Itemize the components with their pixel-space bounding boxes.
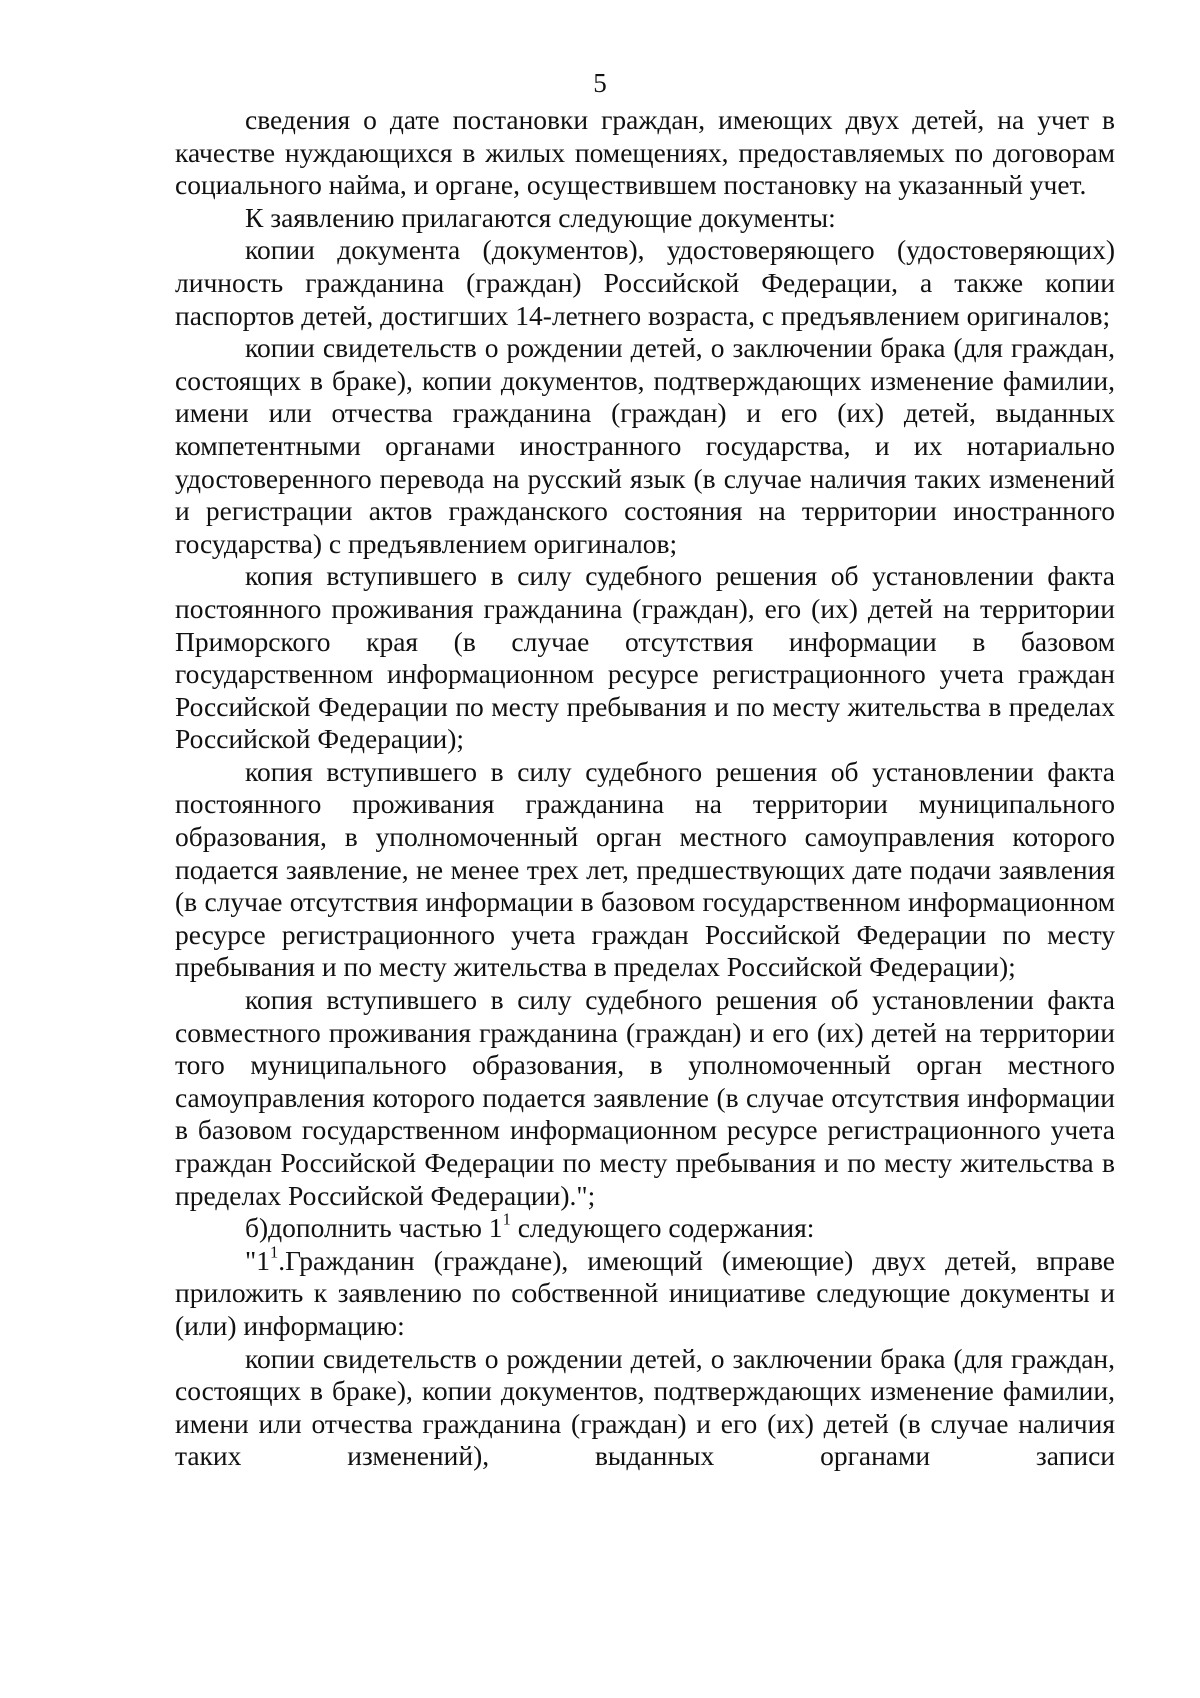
part-1-1-text-end: .Гражданин (граждане), имеющий (имеющие) двух детей, вправе приложить к заявлению по собственной инициативе следующие документы и (или) информацию: xyxy=(175,1244,1115,1341)
paragraph-optional-certificates: копии свидетельств о рождении детей, о заключении брака (для граждан, состоящих в браке), копии документов, подтверждающих изменение фамилии, имени или отчества гражданина (граждан) и его (их) детей (в случае наличия таких изменений), выданных органами записи xyxy=(175,1342,1115,1472)
amendment-b-text-end: следующего содержания: xyxy=(510,1212,815,1244)
paragraph-court-decision-primorsky: копия вступившего в силу судебного решения об установлении факта постоянного проживания гражданина (граждан), его (их) детей на территории Приморского края (в случае отсутствия информации в базовом государственном информационном ресурсе регистрационного учета граждан Российской Федерации по месту пребывания и по месту жительства в пределах Российской Федерации); xyxy=(175,560,1115,755)
paragraph-part-1-1 xyxy=(175,1242,1115,1343)
paragraph-court-decision-municipal: копия вступившего в силу судебного решения об установлении факта постоянного проживания гражданина на территории муниципального образования, в уполномоченный орган местного самоуправления которого подается заявление, не менее трех лет, предшествующих дате подачи заявления (в случае отсутствия информации в базовом государственном информационном ресурсе регистрационного учета граждан Российской Федерации по месту пребывания и по месту жительства в пределах Российской Федерации); xyxy=(175,755,1115,983)
superscript: 1 xyxy=(269,1242,279,1262)
part-1-1-text: "1 xyxy=(245,1244,270,1276)
page-number: 5 xyxy=(593,68,607,98)
paragraph-amendment-b xyxy=(175,1209,1115,1245)
paragraph-court-decision-cohabitation: копия вступившего в силу судебного решения об установлении факта совместного проживания гражданина (граждан) и его (их) детей на территории того муниципального образования, в уполномоченный орган местного самоуправления которого подается заявление (в случае отсутствия информации в базовом государственном информационном ресурсе регистрационного учета граждан Российской Федерации по месту пребывания и по месту жительства в пределах Российской Федерации)."; xyxy=(175,984,1115,1211)
superscript: 1 xyxy=(502,1209,511,1229)
amendment-b-text: б)дополнить частью 1 xyxy=(245,1212,503,1244)
document-body xyxy=(175,104,1115,1473)
paragraph-attachments-intro: К заявлению прилагаются следующие документы: xyxy=(245,201,836,233)
paragraph-continuation: сведения о дате постановки граждан, имеющих двух детей, на учет в качестве нуждающихся в жилых помещениях, предоставляемых по договорам социального найма, и органе, осуществившем постановку на указанный учет. xyxy=(175,104,1115,201)
paragraph-identity-documents: копии документа (документов), удостоверяющего (удостоверяющих) личность гражданина (граждан) Российской Федерации, а также копии паспортов детей, достигших 14-летнего возраста, с предъявлением оригиналов; xyxy=(175,234,1115,331)
paragraph-birth-certificates: копии свидетельств о рождении детей, о заключении брака (для граждан, состоящих в браке), копии документов, подтверждающих изменение фамилии, имени или отчества гражданина (граждан) и его (их) детей, выданных компетентными органами иностранного государства, и их нотариально удостоверенного перевода на русский язык (в случае наличия таких изменений и регистрации актов гражданского состояния на территории иностранного государства) с предъявлением оригиналов; xyxy=(175,332,1115,559)
